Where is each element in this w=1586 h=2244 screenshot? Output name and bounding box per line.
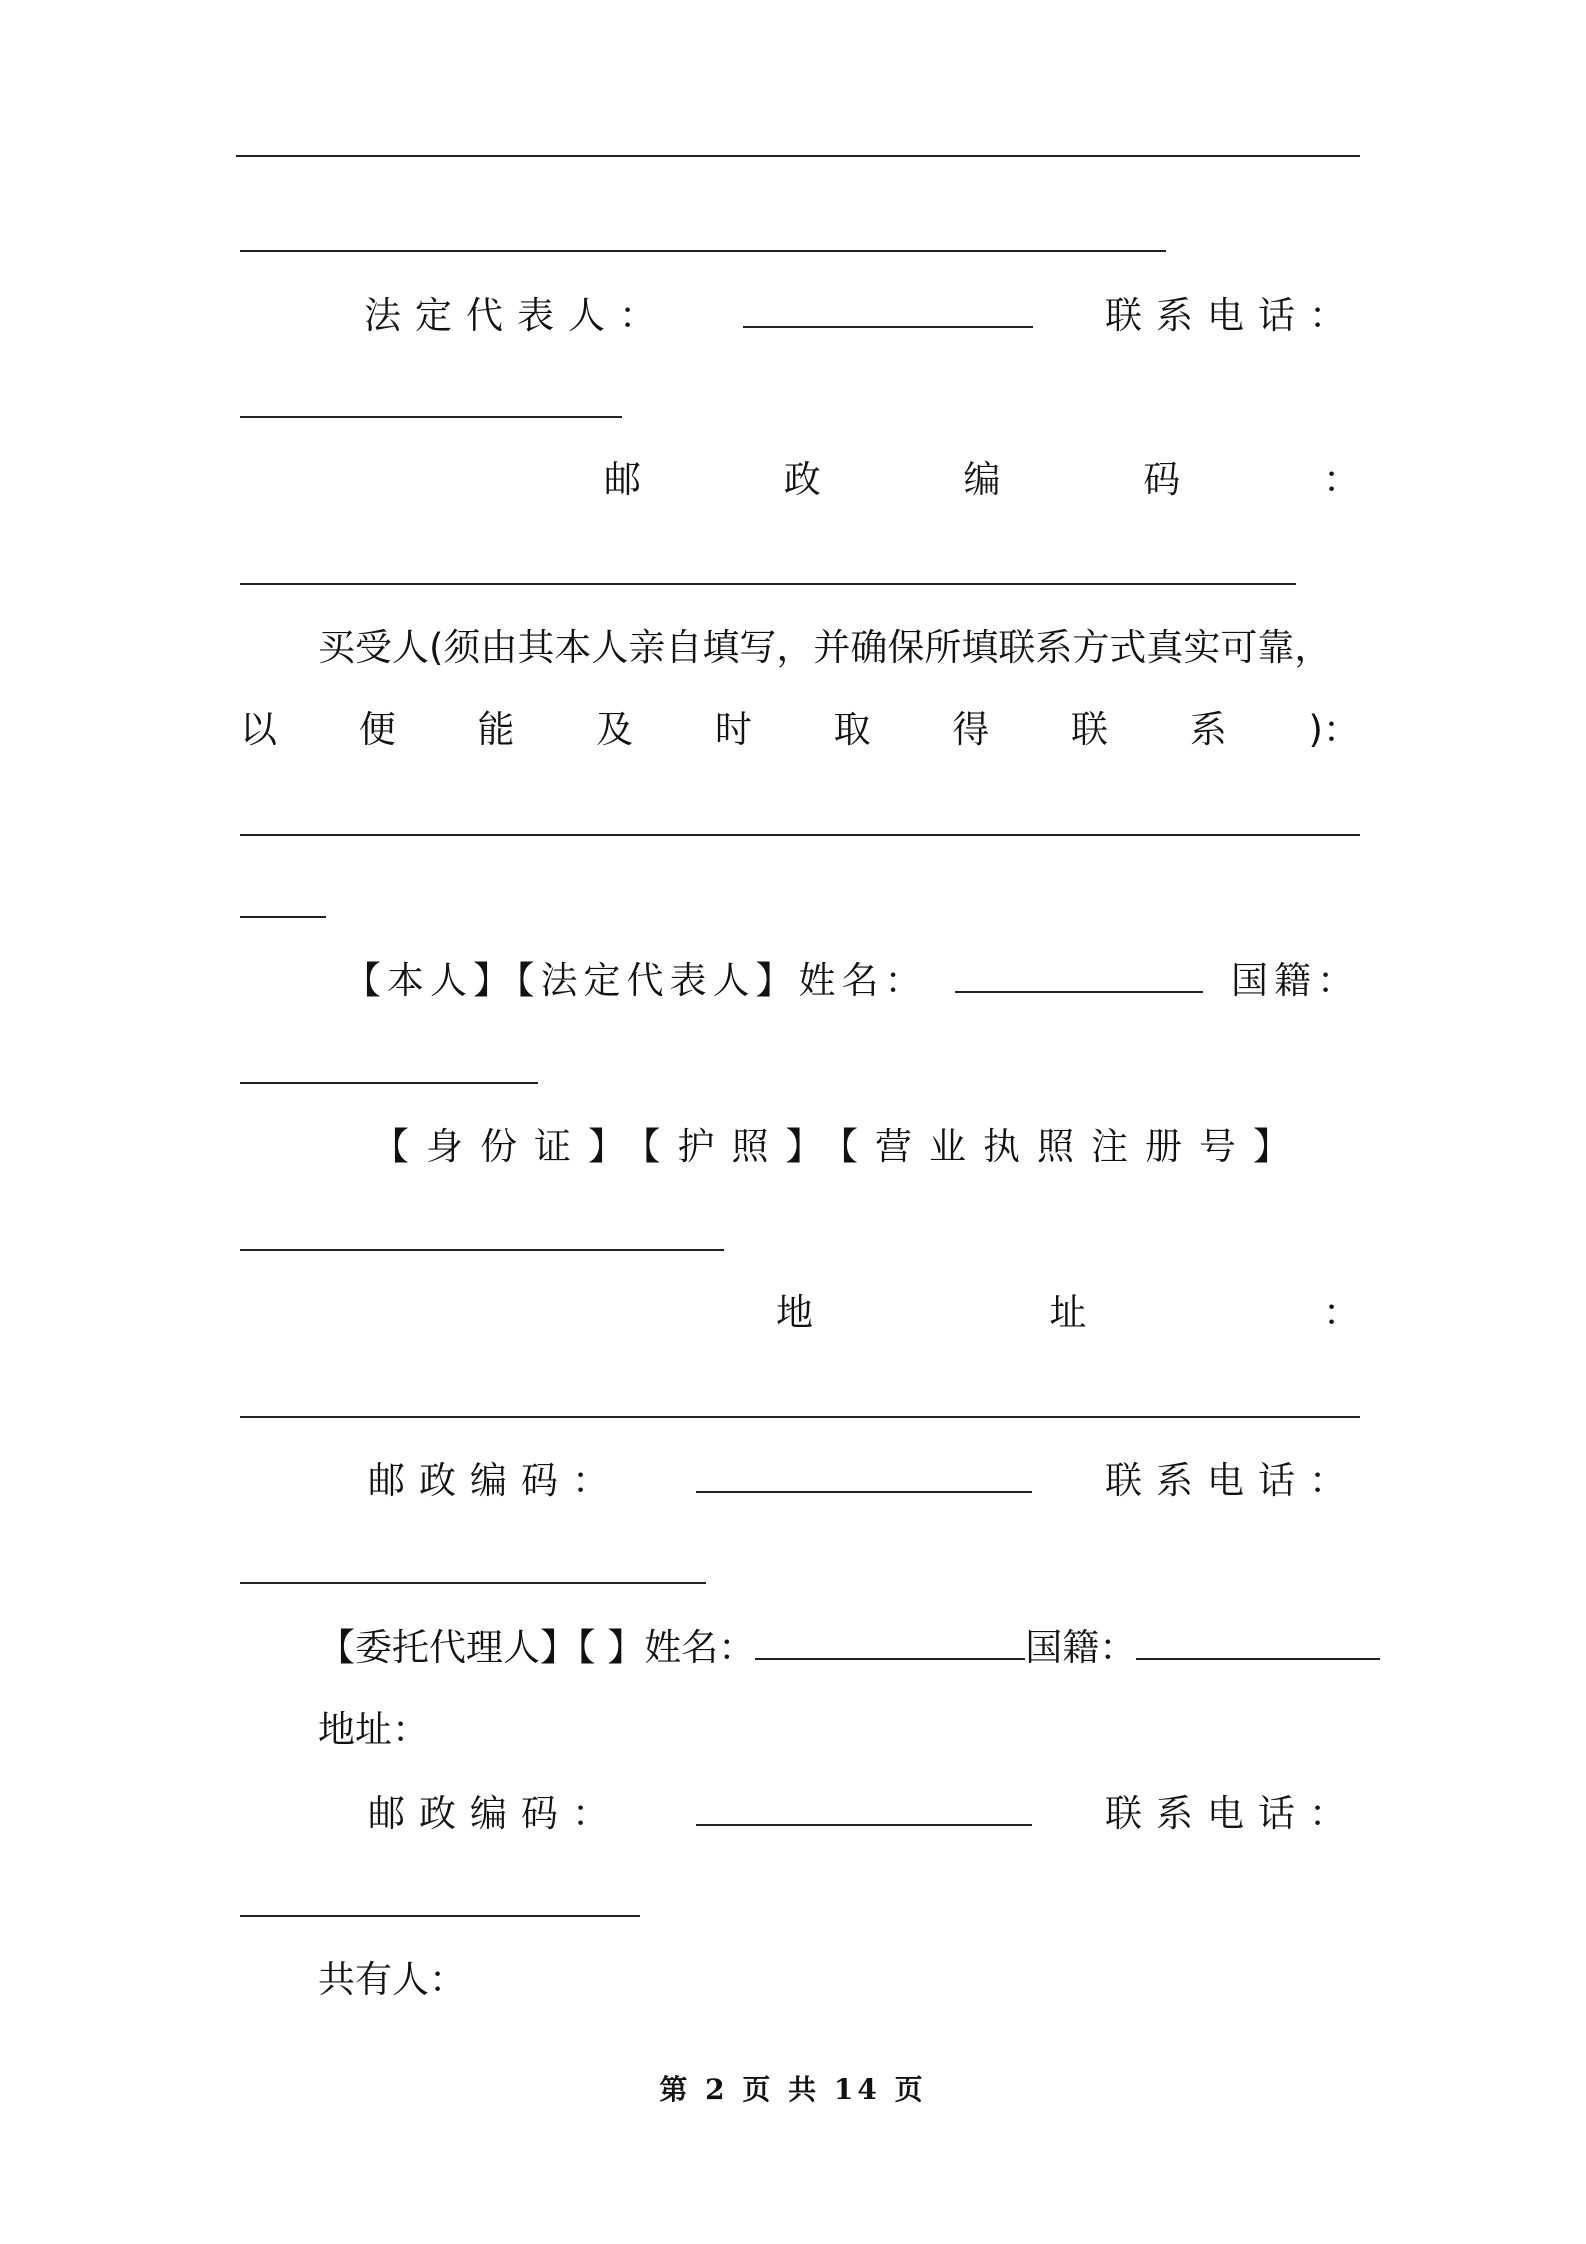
- phone-field-continuation[interactable]: [240, 390, 622, 418]
- buyer-intro-char: 能: [477, 708, 515, 751]
- postcode-field-3[interactable]: [696, 1788, 1032, 1826]
- phone-label: 联系电话：: [1105, 294, 1360, 337]
- postcode-char: 政: [783, 458, 821, 501]
- legal-rep-field[interactable]: [743, 290, 1033, 328]
- self-legal-rep-label: 【本人】【法定代表人】姓名：: [344, 959, 928, 1002]
- postcode-label: 邮政编码：: [368, 1792, 623, 1835]
- agent-label: 【委托代理人】【 】姓名：: [318, 1626, 756, 1669]
- buyer-field-1[interactable]: [240, 808, 1360, 836]
- postcode-phone-row-1: [240, 1455, 1360, 1506]
- address-char: 地: [776, 1291, 813, 1334]
- blank-line-1[interactable]: [240, 224, 1166, 252]
- id-field[interactable]: [240, 1223, 724, 1251]
- buyer-intro-char: 及: [596, 708, 634, 751]
- co-owner-label: 共有人：: [318, 1958, 466, 2001]
- agent-nationality-label: 国籍：: [1025, 1626, 1137, 1669]
- buyer-intro-char: 以: [240, 708, 277, 751]
- postcode-label: 邮政编码：: [368, 1459, 623, 1502]
- postcode-field-1[interactable]: [240, 557, 1296, 585]
- legal-rep-row: [240, 290, 1360, 341]
- postcode-char: 编: [963, 458, 1001, 501]
- address-field-1[interactable]: [240, 1390, 1360, 1418]
- id-types: 【身份证】【护照】【营业执照注册号】: [372, 1125, 1307, 1168]
- buyer-intro-cont: [240, 705, 1360, 755]
- buyer-field-2[interactable]: [240, 890, 326, 918]
- address-char: ：: [1323, 1291, 1360, 1334]
- name-row: [240, 955, 1360, 1006]
- header-rule: [236, 155, 1360, 157]
- agent-row: [318, 1622, 1380, 1673]
- buyer-intro-char: 取: [833, 708, 871, 751]
- name-field[interactable]: [955, 955, 1203, 993]
- postcode-field-2[interactable]: [696, 1455, 1032, 1493]
- phone-field-3[interactable]: [240, 1889, 640, 1917]
- page-number: 第 2 页 共 14 页: [659, 2073, 927, 2106]
- agent-address-label: 地址：: [318, 1708, 429, 1751]
- phone-label: 联系电话：: [1105, 1792, 1360, 1835]
- buyer-intro-char: 联: [1071, 708, 1109, 751]
- agent-nationality-field[interactable]: [1136, 1622, 1380, 1660]
- phone-field-2[interactable]: [240, 1556, 706, 1584]
- nationality-field[interactable]: [240, 1056, 538, 1084]
- postcode-char: ：: [1323, 458, 1360, 501]
- buyer-intro-char: )：: [1308, 708, 1360, 751]
- postcode-char: 邮: [604, 458, 641, 501]
- buyer-intro: 买受人(须由其本人亲自填写，并确保所填联系方式真实可靠，: [318, 626, 1332, 669]
- buyer-intro-char: 便: [358, 708, 396, 751]
- legal-rep-label: 法定代表人：: [364, 294, 670, 337]
- agent-name-field[interactable]: [755, 1622, 1025, 1660]
- address-char: 址: [1049, 1291, 1087, 1334]
- buyer-intro-char: 时: [714, 708, 752, 751]
- nationality-label: 国籍：: [1231, 959, 1360, 1002]
- buyer-intro-char: 得: [952, 708, 990, 751]
- postcode-phone-row-2: [240, 1788, 1360, 1839]
- postcode-char: 码: [1143, 458, 1181, 501]
- postcode-row-1: [604, 455, 1360, 505]
- phone-label: 联系电话：: [1105, 1459, 1360, 1502]
- address-row-1: [776, 1288, 1360, 1338]
- buyer-intro-char: 系: [1189, 708, 1227, 751]
